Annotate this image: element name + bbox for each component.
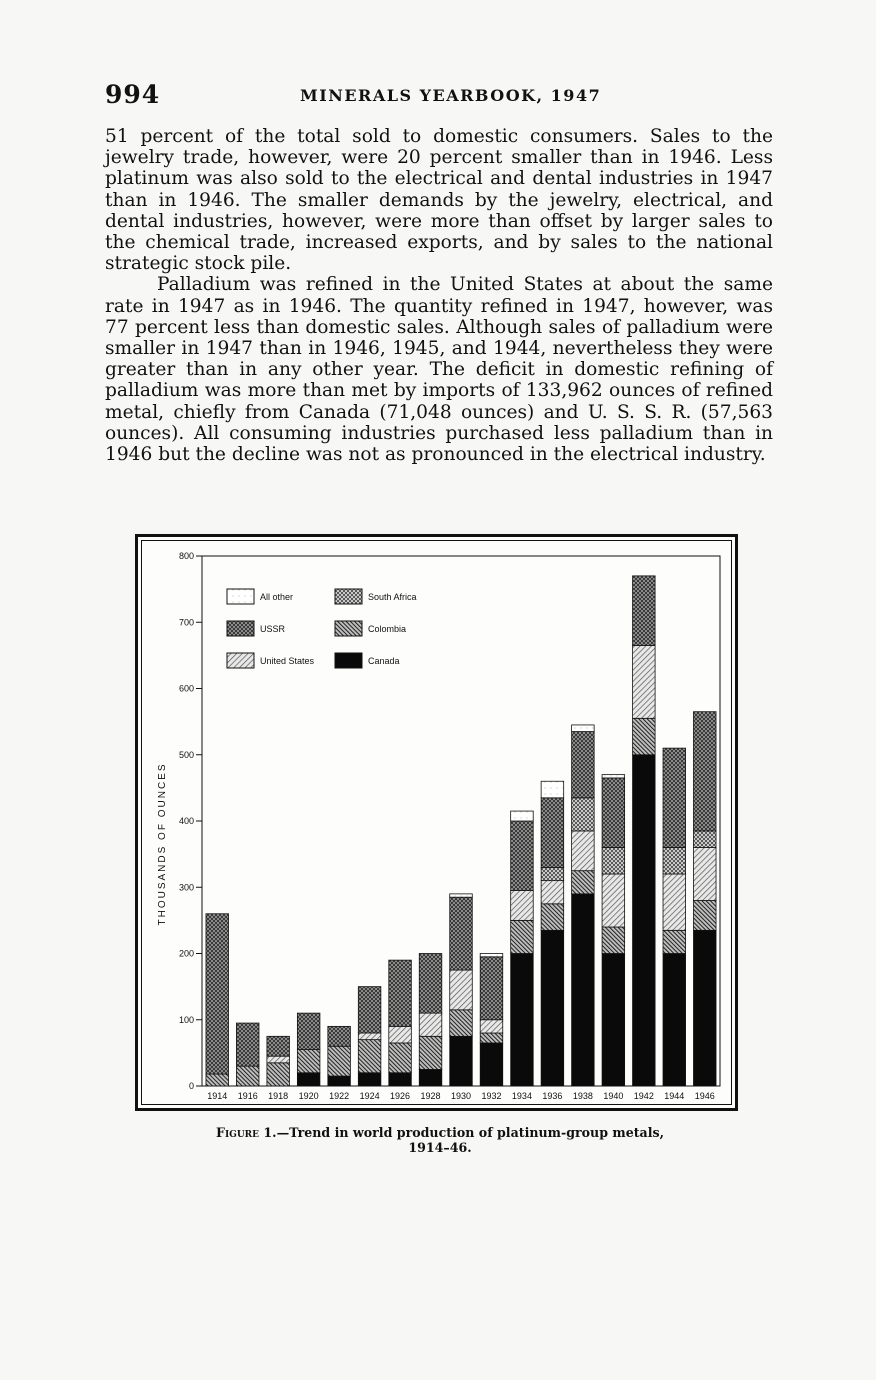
x-tick-label: 1930	[450, 1091, 472, 1101]
production-chart	[135, 534, 738, 1111]
bar-segment-canada	[328, 1076, 351, 1086]
bar-segment-south-africa	[602, 848, 625, 875]
bar-segment-colombia	[206, 1074, 229, 1086]
bar-segment-canada	[511, 954, 534, 1087]
bar-segment-united-states	[633, 645, 656, 718]
bar-segment-canada	[541, 930, 564, 1086]
legend-swatch-ussr	[227, 621, 254, 636]
bar-segment-all-other	[480, 954, 503, 957]
bar-segment-ussr	[541, 798, 564, 868]
legend-label: Canada	[368, 656, 400, 666]
bar-segment-ussr	[236, 1023, 259, 1066]
x-tick-label: 1938	[572, 1091, 593, 1101]
bar-stack-1918	[267, 1036, 290, 1086]
bar-segment-colombia	[602, 927, 625, 954]
y-tick-label: 100	[178, 1014, 194, 1025]
x-tick-label: 1916	[237, 1091, 258, 1101]
x-tick-label: 1928	[420, 1091, 441, 1101]
y-tick-label: 0	[188, 1081, 194, 1091]
bar-segment-ussr	[389, 960, 412, 1026]
bar-segment-colombia	[693, 901, 716, 931]
bar-segment-united-states	[572, 831, 595, 871]
x-tick-label: 1926	[390, 1091, 411, 1101]
y-tick-label: 200	[178, 948, 194, 959]
bar-segment-united-states	[663, 874, 686, 930]
legend-label: United States	[260, 656, 315, 666]
page-number: 994	[105, 80, 161, 109]
bar-stack-1922	[328, 1026, 351, 1086]
bar-stack-1936	[541, 781, 564, 1086]
bar-segment-south-africa	[693, 831, 716, 848]
bar-segment-colombia	[267, 1063, 290, 1086]
bar-stack-1930	[450, 894, 473, 1086]
legend	[227, 589, 417, 668]
bar-segment-colombia	[633, 718, 656, 754]
legend-label: All other	[260, 592, 294, 602]
legend-swatch-all-other	[227, 589, 254, 604]
paragraph-platinum-sales: 51 percent of the total sold to domestic consumers. Sales to the jewelry trade, however, were 20 percent smaller than in 1946. Less platinum was also sold to the electrical and dental industries in 1947 than in 1946. The smaller demands by the jewelry, electrical, and dental industries, however, were more than offset by larger sales to the chemical trade, increased exports, and by sales to the national strategic stock pile.	[105, 126, 773, 275]
bar-segment-ussr	[267, 1036, 290, 1056]
bar-stack-1926	[389, 960, 412, 1086]
bar-segment-canada	[602, 954, 625, 1087]
bar-segment-canada	[693, 930, 716, 1086]
bar-segment-colombia	[480, 1033, 503, 1043]
bar-segment-united-states	[511, 891, 534, 921]
bar-segment-united-states	[693, 848, 716, 901]
bar-segment-south-africa	[572, 798, 595, 831]
figure-caption	[205, 1125, 675, 1155]
bar-segment-united-states	[602, 874, 625, 927]
bar-segment-ussr	[633, 576, 656, 646]
x-tick-label: 1942	[633, 1091, 654, 1101]
bar-stack-1928	[419, 954, 442, 1087]
y-tick-label: 500	[178, 749, 194, 760]
x-tick-label: 1922	[329, 1091, 350, 1101]
y-tick-label: 800	[178, 551, 194, 561]
bar-segment-colombia	[419, 1036, 442, 1069]
bar-segment-canada	[419, 1069, 442, 1086]
bar-segment-canada	[633, 755, 656, 1086]
bar-stack-1942	[633, 576, 656, 1086]
y-tick-label: 700	[178, 617, 194, 628]
x-tick-label: 1944	[664, 1091, 685, 1101]
bar-stack-1924	[358, 987, 381, 1086]
bar-segment-canada	[663, 954, 686, 1087]
bar-segment-united-states	[358, 1033, 381, 1040]
running-title: MINERALS YEARBOOK, 1947	[300, 86, 602, 105]
bar-segment-united-states	[450, 970, 473, 1010]
bar-segment-canada	[358, 1073, 381, 1086]
bar-stack-1934	[511, 811, 534, 1086]
bar-segment-ussr	[358, 987, 381, 1033]
bar-stack-1916	[236, 1023, 259, 1086]
bar-segment-colombia	[236, 1066, 259, 1086]
bars	[206, 576, 716, 1086]
bar-segment-united-states	[480, 1020, 503, 1033]
bar-segment-canada	[389, 1073, 412, 1086]
legend-label: USSR	[260, 624, 286, 634]
bar-segment-canada	[480, 1043, 503, 1086]
y-axis-label: THOUSANDS OF OUNCES	[157, 762, 168, 926]
y-tick-label: 300	[178, 882, 194, 893]
bar-segment-canada	[572, 894, 595, 1086]
bar-segment-ussr	[663, 748, 686, 847]
x-tick-label: 1940	[603, 1091, 624, 1101]
bar-stack-1932	[480, 954, 503, 1087]
legend-swatch-south-africa	[335, 589, 362, 604]
x-tick-label: 1936	[542, 1091, 563, 1101]
bar-segment-canada	[297, 1073, 320, 1086]
x-tick-label: 1920	[298, 1091, 319, 1101]
bar-stack-1940	[602, 775, 625, 1086]
bar-stack-1938	[572, 725, 595, 1086]
bar-segment-canada	[450, 1036, 473, 1086]
bar-segment-ussr	[602, 778, 625, 848]
x-tick-label: 1946	[694, 1091, 715, 1101]
bar-segment-all-other	[572, 725, 595, 732]
bar-segment-united-states	[419, 1013, 442, 1036]
x-tick-label: 1932	[481, 1091, 502, 1101]
x-tick-label: 1934	[511, 1091, 532, 1101]
bar-stack-1944	[663, 748, 686, 1086]
bar-segment-colombia	[328, 1046, 351, 1076]
bar-segment-south-africa	[663, 848, 686, 875]
bar-segment-colombia	[572, 871, 595, 894]
bar-segment-united-states	[267, 1056, 290, 1063]
bar-segment-ussr	[297, 1013, 320, 1049]
bar-segment-all-other	[511, 811, 534, 821]
bar-stack-1914	[206, 914, 229, 1086]
bar-stack-1946	[693, 712, 716, 1086]
legend-swatch-united-states	[227, 653, 254, 668]
y-tick-label: 400	[178, 816, 194, 826]
y-axis	[179, 551, 202, 1091]
bar-stack-1920	[297, 1013, 320, 1086]
bar-segment-ussr	[206, 914, 229, 1074]
bar-segment-united-states	[389, 1026, 412, 1043]
bar-segment-all-other	[450, 894, 473, 897]
bar-segment-colombia	[389, 1043, 412, 1073]
bar-segment-ussr	[572, 732, 595, 798]
bar-segment-ussr	[419, 954, 442, 1014]
bar-segment-colombia	[663, 930, 686, 953]
bar-segment-ussr	[480, 957, 503, 1020]
bar-segment-south-africa	[541, 867, 564, 880]
bar-segment-all-other	[541, 781, 564, 798]
bar-segment-all-other	[602, 775, 625, 778]
body-text	[105, 126, 773, 465]
legend-swatch-canada	[335, 653, 362, 668]
x-tick-label: 1918	[268, 1091, 289, 1101]
x-tick-label: 1924	[359, 1091, 380, 1101]
x-axis	[207, 1091, 715, 1101]
bar-segment-ussr	[511, 821, 534, 891]
bar-segment-ussr	[450, 897, 473, 970]
x-tick-label: 1914	[207, 1091, 228, 1101]
figure-caption-text: —Trend in world production of platinum-group metals, 1914–46.	[276, 1125, 664, 1155]
bar-segment-colombia	[297, 1050, 320, 1073]
bar-segment-colombia	[358, 1040, 381, 1073]
y-tick-label: 600	[178, 683, 194, 694]
legend-swatch-colombia	[335, 621, 362, 636]
legend-label: Colombia	[368, 624, 407, 634]
bar-segment-colombia	[511, 920, 534, 953]
bar-segment-ussr	[328, 1026, 351, 1046]
legend-label: South Africa	[368, 592, 417, 602]
bar-segment-colombia	[450, 1010, 473, 1037]
bar-segment-colombia	[541, 904, 564, 931]
paragraph-palladium: Palladium was refined in the United States at about the same rate in 1947 as in 1946. The quantity refined in 1947, however, was 77 percent less than domestic sales. Although sales of palladium were smaller in 1947 than in 1946, 1945, and 1944, nevertheless they were greater than in any other year. The deficit in domestic refining of palladium was more than met by imports of 133,962 ounces of refined metal, chiefly from Canada (71,048 ounces) and U. S. S. R. (57,563 ounces). All consuming industries purchased less palladium than in 1946 but the decline was not as pronounced in the electrical industry.	[105, 274, 773, 466]
bar-segment-united-states	[541, 881, 564, 904]
bar-segment-ussr	[693, 712, 716, 831]
figure-label: Figure 1.	[216, 1125, 277, 1140]
